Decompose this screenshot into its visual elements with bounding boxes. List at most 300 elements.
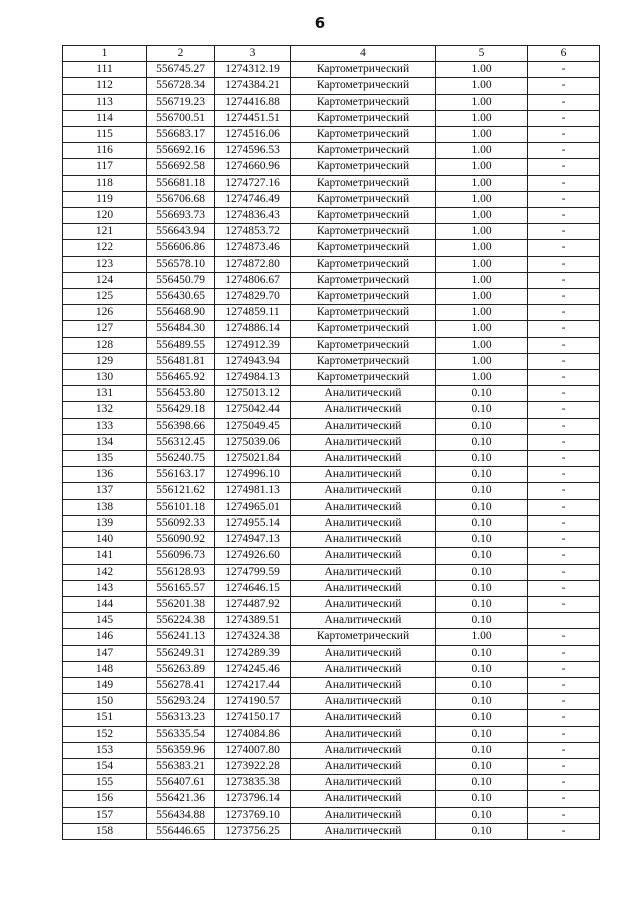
column-header: 3 <box>215 46 291 62</box>
x-coordinate-cell: 556293.24 <box>147 694 215 710</box>
point-number-cell: 124 <box>63 272 147 288</box>
y-coordinate-cell: 1274746.49 <box>215 191 291 207</box>
y-coordinate-cell: 1274965.01 <box>215 499 291 515</box>
accuracy-cell: 0.10 <box>436 499 528 515</box>
point-number-cell: 132 <box>63 402 147 418</box>
note-cell: - <box>528 127 600 143</box>
method-cell: Аналитический <box>291 548 436 564</box>
x-coordinate-cell: 556163.17 <box>147 467 215 483</box>
x-coordinate-cell: 556728.34 <box>147 78 215 94</box>
point-number-cell: 143 <box>63 580 147 596</box>
table-row <box>63 78 600 94</box>
x-coordinate-cell: 556359.96 <box>147 742 215 758</box>
point-number-cell: 137 <box>63 483 147 499</box>
table-row <box>63 515 600 531</box>
table-row <box>63 386 600 402</box>
note-cell: - <box>528 386 600 402</box>
x-coordinate-cell: 556578.10 <box>147 256 215 272</box>
x-coordinate-cell: 556706.68 <box>147 191 215 207</box>
y-coordinate-cell: 1274984.13 <box>215 370 291 386</box>
x-coordinate-cell: 556121.62 <box>147 483 215 499</box>
method-cell: Картометрический <box>291 240 436 256</box>
method-cell: Картометрический <box>291 110 436 126</box>
accuracy-cell: 1.00 <box>436 62 528 78</box>
x-coordinate-cell: 556278.41 <box>147 677 215 693</box>
method-cell: Картометрический <box>291 191 436 207</box>
x-coordinate-cell: 556096.73 <box>147 548 215 564</box>
point-number-cell: 153 <box>63 742 147 758</box>
method-cell: Аналитический <box>291 434 436 450</box>
point-number-cell: 144 <box>63 596 147 612</box>
table-row <box>63 758 600 774</box>
method-cell: Аналитический <box>291 418 436 434</box>
y-coordinate-cell: 1274451.51 <box>215 110 291 126</box>
y-coordinate-cell: 1275049.45 <box>215 418 291 434</box>
y-coordinate-cell: 1274943.94 <box>215 353 291 369</box>
accuracy-cell: 1.00 <box>436 175 528 191</box>
x-coordinate-cell: 556465.92 <box>147 370 215 386</box>
y-coordinate-cell: 1274926.60 <box>215 548 291 564</box>
y-coordinate-cell: 1274487.92 <box>215 596 291 612</box>
method-cell: Картометрический <box>291 272 436 288</box>
accuracy-cell: 1.00 <box>436 305 528 321</box>
table-row <box>63 645 600 661</box>
method-cell: Картометрический <box>291 62 436 78</box>
method-cell: Картометрический <box>291 78 436 94</box>
note-cell: - <box>528 305 600 321</box>
point-number-cell: 120 <box>63 208 147 224</box>
note-cell: - <box>528 791 600 807</box>
point-number-cell: 141 <box>63 548 147 564</box>
table-row <box>63 677 600 693</box>
table-row <box>63 661 600 677</box>
x-coordinate-cell: 556745.27 <box>147 62 215 78</box>
table-row <box>63 353 600 369</box>
note-cell: - <box>528 661 600 677</box>
table-row <box>63 240 600 256</box>
note-cell: - <box>528 580 600 596</box>
y-coordinate-cell: 1274981.13 <box>215 483 291 499</box>
x-coordinate-cell: 556224.38 <box>147 613 215 629</box>
method-cell: Аналитический <box>291 775 436 791</box>
table-row <box>63 710 600 726</box>
method-cell: Аналитический <box>291 758 436 774</box>
accuracy-cell: 0.10 <box>436 451 528 467</box>
y-coordinate-cell: 1273769.10 <box>215 807 291 823</box>
accuracy-cell: 1.00 <box>436 256 528 272</box>
y-coordinate-cell: 1274150.17 <box>215 710 291 726</box>
x-coordinate-cell: 556719.23 <box>147 94 215 110</box>
point-number-cell: 118 <box>63 175 147 191</box>
y-coordinate-cell: 1274245.46 <box>215 661 291 677</box>
y-coordinate-cell: 1274836.43 <box>215 208 291 224</box>
note-cell: - <box>528 434 600 450</box>
y-coordinate-cell: 1274384.21 <box>215 78 291 94</box>
note-cell: - <box>528 564 600 580</box>
accuracy-cell: 0.10 <box>436 742 528 758</box>
method-cell: Аналитический <box>291 661 436 677</box>
x-coordinate-cell: 556434.88 <box>147 807 215 823</box>
table-row <box>63 742 600 758</box>
method-cell: Аналитический <box>291 580 436 596</box>
note-cell: - <box>528 694 600 710</box>
x-coordinate-cell: 556263.89 <box>147 661 215 677</box>
method-cell: Картометрический <box>291 629 436 645</box>
method-cell: Картометрический <box>291 353 436 369</box>
accuracy-cell: 1.00 <box>436 127 528 143</box>
table-body <box>63 62 600 840</box>
accuracy-cell: 0.10 <box>436 596 528 612</box>
y-coordinate-cell: 1274646.15 <box>215 580 291 596</box>
method-cell: Картометрический <box>291 337 436 353</box>
method-cell: Аналитический <box>291 694 436 710</box>
x-coordinate-cell: 556429.18 <box>147 402 215 418</box>
note-cell: - <box>528 78 600 94</box>
table-row <box>63 613 600 629</box>
point-number-cell: 133 <box>63 418 147 434</box>
accuracy-cell: 1.00 <box>436 191 528 207</box>
y-coordinate-cell: 1274007.80 <box>215 742 291 758</box>
accuracy-cell: 1.00 <box>436 272 528 288</box>
accuracy-cell: 0.10 <box>436 775 528 791</box>
y-coordinate-cell: 1274859.11 <box>215 305 291 321</box>
x-coordinate-cell: 556606.86 <box>147 240 215 256</box>
x-coordinate-cell: 556090.92 <box>147 532 215 548</box>
note-cell: - <box>528 256 600 272</box>
note-cell: - <box>528 515 600 531</box>
accuracy-cell: 0.10 <box>436 467 528 483</box>
table-row <box>63 596 600 612</box>
y-coordinate-cell: 1274996.10 <box>215 467 291 483</box>
y-coordinate-cell: 1275042.44 <box>215 402 291 418</box>
column-header: 4 <box>291 46 436 62</box>
note-cell: - <box>528 159 600 175</box>
x-coordinate-cell: 556430.65 <box>147 289 215 305</box>
x-coordinate-cell: 556249.31 <box>147 645 215 661</box>
point-number-cell: 129 <box>63 353 147 369</box>
accuracy-cell: 0.10 <box>436 645 528 661</box>
x-coordinate-cell: 556484.30 <box>147 321 215 337</box>
y-coordinate-cell: 1273756.25 <box>215 823 291 839</box>
y-coordinate-cell: 1274190.57 <box>215 694 291 710</box>
table-row <box>63 208 600 224</box>
point-number-cell: 155 <box>63 775 147 791</box>
table-row <box>63 110 600 126</box>
accuracy-cell: 0.10 <box>436 694 528 710</box>
point-number-cell: 116 <box>63 143 147 159</box>
accuracy-cell: 0.10 <box>436 402 528 418</box>
note-cell: - <box>528 726 600 742</box>
y-coordinate-cell: 1274853.72 <box>215 224 291 240</box>
column-header: 2 <box>147 46 215 62</box>
accuracy-cell: 0.10 <box>436 386 528 402</box>
point-number-cell: 117 <box>63 159 147 175</box>
x-coordinate-cell: 556683.17 <box>147 127 215 143</box>
accuracy-cell: 0.10 <box>436 807 528 823</box>
method-cell: Аналитический <box>291 532 436 548</box>
point-number-cell: 139 <box>63 515 147 531</box>
point-number-cell: 140 <box>63 532 147 548</box>
x-coordinate-cell: 556313.23 <box>147 710 215 726</box>
x-coordinate-cell: 556446.65 <box>147 823 215 839</box>
note-cell: - <box>528 208 600 224</box>
table-row <box>63 143 600 159</box>
accuracy-cell: 0.10 <box>436 661 528 677</box>
x-coordinate-cell: 556643.94 <box>147 224 215 240</box>
table-row <box>63 823 600 839</box>
method-cell: Аналитический <box>291 499 436 515</box>
table-row <box>63 532 600 548</box>
accuracy-cell: 1.00 <box>436 629 528 645</box>
accuracy-cell: 0.10 <box>436 483 528 499</box>
table-row <box>63 499 600 515</box>
method-cell: Аналитический <box>291 710 436 726</box>
note-cell: - <box>528 321 600 337</box>
x-coordinate-cell: 556398.66 <box>147 418 215 434</box>
note-cell: - <box>528 677 600 693</box>
note-cell: - <box>528 548 600 564</box>
table-row <box>63 451 600 467</box>
method-cell: Аналитический <box>291 467 436 483</box>
table-header-row <box>63 46 600 62</box>
note-cell: - <box>528 499 600 515</box>
x-coordinate-cell: 556241.13 <box>147 629 215 645</box>
y-coordinate-cell: 1274084.86 <box>215 726 291 742</box>
table-row <box>63 159 600 175</box>
point-number-cell: 138 <box>63 499 147 515</box>
x-coordinate-cell: 556692.58 <box>147 159 215 175</box>
y-coordinate-cell: 1274912.39 <box>215 337 291 353</box>
note-cell: - <box>528 596 600 612</box>
accuracy-cell: 1.00 <box>436 224 528 240</box>
method-cell: Картометрический <box>291 175 436 191</box>
x-coordinate-cell: 556692.16 <box>147 143 215 159</box>
accuracy-cell: 0.10 <box>436 823 528 839</box>
accuracy-cell: 0.10 <box>436 791 528 807</box>
point-number-cell: 125 <box>63 289 147 305</box>
method-cell: Аналитический <box>291 726 436 742</box>
point-number-cell: 158 <box>63 823 147 839</box>
method-cell: Картометрический <box>291 289 436 305</box>
x-coordinate-cell: 556453.80 <box>147 386 215 402</box>
note-cell: - <box>528 272 600 288</box>
column-header: 6 <box>528 46 600 62</box>
table-row <box>63 256 600 272</box>
table-row <box>63 191 600 207</box>
y-coordinate-cell: 1274217.44 <box>215 677 291 693</box>
accuracy-cell: 1.00 <box>436 94 528 110</box>
method-cell: Аналитический <box>291 645 436 661</box>
point-number-cell: 122 <box>63 240 147 256</box>
x-coordinate-cell: 556092.33 <box>147 515 215 531</box>
note-cell: - <box>528 143 600 159</box>
point-number-cell: 154 <box>63 758 147 774</box>
column-header: 1 <box>63 46 147 62</box>
table-row <box>63 726 600 742</box>
x-coordinate-cell: 556383.21 <box>147 758 215 774</box>
point-number-cell: 136 <box>63 467 147 483</box>
x-coordinate-cell: 556201.38 <box>147 596 215 612</box>
table-row <box>63 289 600 305</box>
y-coordinate-cell: 1274289.39 <box>215 645 291 661</box>
accuracy-cell: 1.00 <box>436 289 528 305</box>
method-cell: Аналитический <box>291 791 436 807</box>
y-coordinate-cell: 1274886.14 <box>215 321 291 337</box>
note-cell: - <box>528 629 600 645</box>
table-row <box>63 62 600 78</box>
method-cell: Картометрический <box>291 321 436 337</box>
y-coordinate-cell: 1274873.46 <box>215 240 291 256</box>
note-cell: - <box>528 62 600 78</box>
point-number-cell: 135 <box>63 451 147 467</box>
y-coordinate-cell: 1275021.84 <box>215 451 291 467</box>
method-cell: Аналитический <box>291 677 436 693</box>
note-cell: - <box>528 240 600 256</box>
note-cell: - <box>528 110 600 126</box>
y-coordinate-cell: 1274389.51 <box>215 613 291 629</box>
method-cell: Аналитический <box>291 451 436 467</box>
method-cell: Аналитический <box>291 564 436 580</box>
table-row <box>63 305 600 321</box>
table-row <box>63 224 600 240</box>
x-coordinate-cell: 556481.81 <box>147 353 215 369</box>
table-row <box>63 775 600 791</box>
x-coordinate-cell: 556407.61 <box>147 775 215 791</box>
y-coordinate-cell: 1274516.06 <box>215 127 291 143</box>
y-coordinate-cell: 1274806.67 <box>215 272 291 288</box>
method-cell: Картометрический <box>291 94 436 110</box>
y-coordinate-cell: 1273835.38 <box>215 775 291 791</box>
point-number-cell: 134 <box>63 434 147 450</box>
table-row <box>63 791 600 807</box>
accuracy-cell: 0.10 <box>436 580 528 596</box>
page-number: 6 <box>314 14 326 32</box>
point-number-cell: 111 <box>63 62 147 78</box>
y-coordinate-cell: 1274955.14 <box>215 515 291 531</box>
x-coordinate-cell: 556421.36 <box>147 791 215 807</box>
x-coordinate-cell: 556700.51 <box>147 110 215 126</box>
accuracy-cell: 1.00 <box>436 159 528 175</box>
method-cell: Картометрический <box>291 159 436 175</box>
accuracy-cell: 0.10 <box>436 677 528 693</box>
method-cell: Картометрический <box>291 256 436 272</box>
note-cell: - <box>528 191 600 207</box>
table-row <box>63 580 600 596</box>
method-cell: Картометрический <box>291 224 436 240</box>
accuracy-cell: 1.00 <box>436 353 528 369</box>
accuracy-cell: 1.00 <box>436 337 528 353</box>
point-number-cell: 148 <box>63 661 147 677</box>
point-number-cell: 130 <box>63 370 147 386</box>
table-row <box>63 564 600 580</box>
note-cell: - <box>528 402 600 418</box>
point-number-cell: 146 <box>63 629 147 645</box>
y-coordinate-cell: 1274829.70 <box>215 289 291 305</box>
accuracy-cell: 0.10 <box>436 418 528 434</box>
x-coordinate-cell: 556450.79 <box>147 272 215 288</box>
table-row <box>63 175 600 191</box>
table-row <box>63 434 600 450</box>
point-number-cell: 152 <box>63 726 147 742</box>
method-cell: Аналитический <box>291 483 436 499</box>
point-number-cell: 126 <box>63 305 147 321</box>
method-cell: Аналитический <box>291 823 436 839</box>
y-coordinate-cell: 1273796.14 <box>215 791 291 807</box>
accuracy-cell: 0.10 <box>436 548 528 564</box>
table-row <box>63 694 600 710</box>
table-row <box>63 272 600 288</box>
point-number-cell: 145 <box>63 613 147 629</box>
accuracy-cell: 1.00 <box>436 240 528 256</box>
note-cell: - <box>528 807 600 823</box>
method-cell: Аналитический <box>291 386 436 402</box>
x-coordinate-cell: 556128.93 <box>147 564 215 580</box>
table-row <box>63 483 600 499</box>
x-coordinate-cell: 556165.57 <box>147 580 215 596</box>
table-row <box>63 370 600 386</box>
note-cell: - <box>528 353 600 369</box>
column-header: 5 <box>436 46 528 62</box>
y-coordinate-cell: 1274872.80 <box>215 256 291 272</box>
note-cell: - <box>528 451 600 467</box>
note-cell: - <box>528 337 600 353</box>
note-cell: - <box>528 758 600 774</box>
table-row <box>63 418 600 434</box>
y-coordinate-cell: 1274312.19 <box>215 62 291 78</box>
note-cell: - <box>528 645 600 661</box>
y-coordinate-cell: 1274416.88 <box>215 94 291 110</box>
note-cell: - <box>528 483 600 499</box>
x-coordinate-cell: 556468.90 <box>147 305 215 321</box>
point-number-cell: 123 <box>63 256 147 272</box>
point-number-cell: 119 <box>63 191 147 207</box>
accuracy-cell: 1.00 <box>436 370 528 386</box>
point-number-cell: 156 <box>63 791 147 807</box>
method-cell: Картометрический <box>291 305 436 321</box>
y-coordinate-cell: 1275013.12 <box>215 386 291 402</box>
y-coordinate-cell: 1274324.38 <box>215 629 291 645</box>
note-cell: - <box>528 370 600 386</box>
point-number-cell: 128 <box>63 337 147 353</box>
point-number-cell: 121 <box>63 224 147 240</box>
method-cell: Аналитический <box>291 807 436 823</box>
table-row <box>63 629 600 645</box>
table-row <box>63 402 600 418</box>
method-cell: Аналитический <box>291 402 436 418</box>
point-number-cell: 147 <box>63 645 147 661</box>
table-row <box>63 807 600 823</box>
method-cell: Картометрический <box>291 127 436 143</box>
x-coordinate-cell: 556489.55 <box>147 337 215 353</box>
table-row <box>63 94 600 110</box>
point-number-cell: 150 <box>63 694 147 710</box>
y-coordinate-cell: 1274799.59 <box>215 564 291 580</box>
point-number-cell: 112 <box>63 78 147 94</box>
table-row <box>63 321 600 337</box>
accuracy-cell: 1.00 <box>436 208 528 224</box>
note-cell: - <box>528 175 600 191</box>
y-coordinate-cell: 1273922.28 <box>215 758 291 774</box>
point-number-cell: 113 <box>63 94 147 110</box>
x-coordinate-cell: 556240.75 <box>147 451 215 467</box>
note-cell <box>528 613 600 629</box>
accuracy-cell: 0.10 <box>436 532 528 548</box>
point-number-cell: 142 <box>63 564 147 580</box>
x-coordinate-cell: 556693.73 <box>147 208 215 224</box>
point-number-cell: 149 <box>63 677 147 693</box>
method-cell: Картометрический <box>291 370 436 386</box>
accuracy-cell: 0.10 <box>436 564 528 580</box>
